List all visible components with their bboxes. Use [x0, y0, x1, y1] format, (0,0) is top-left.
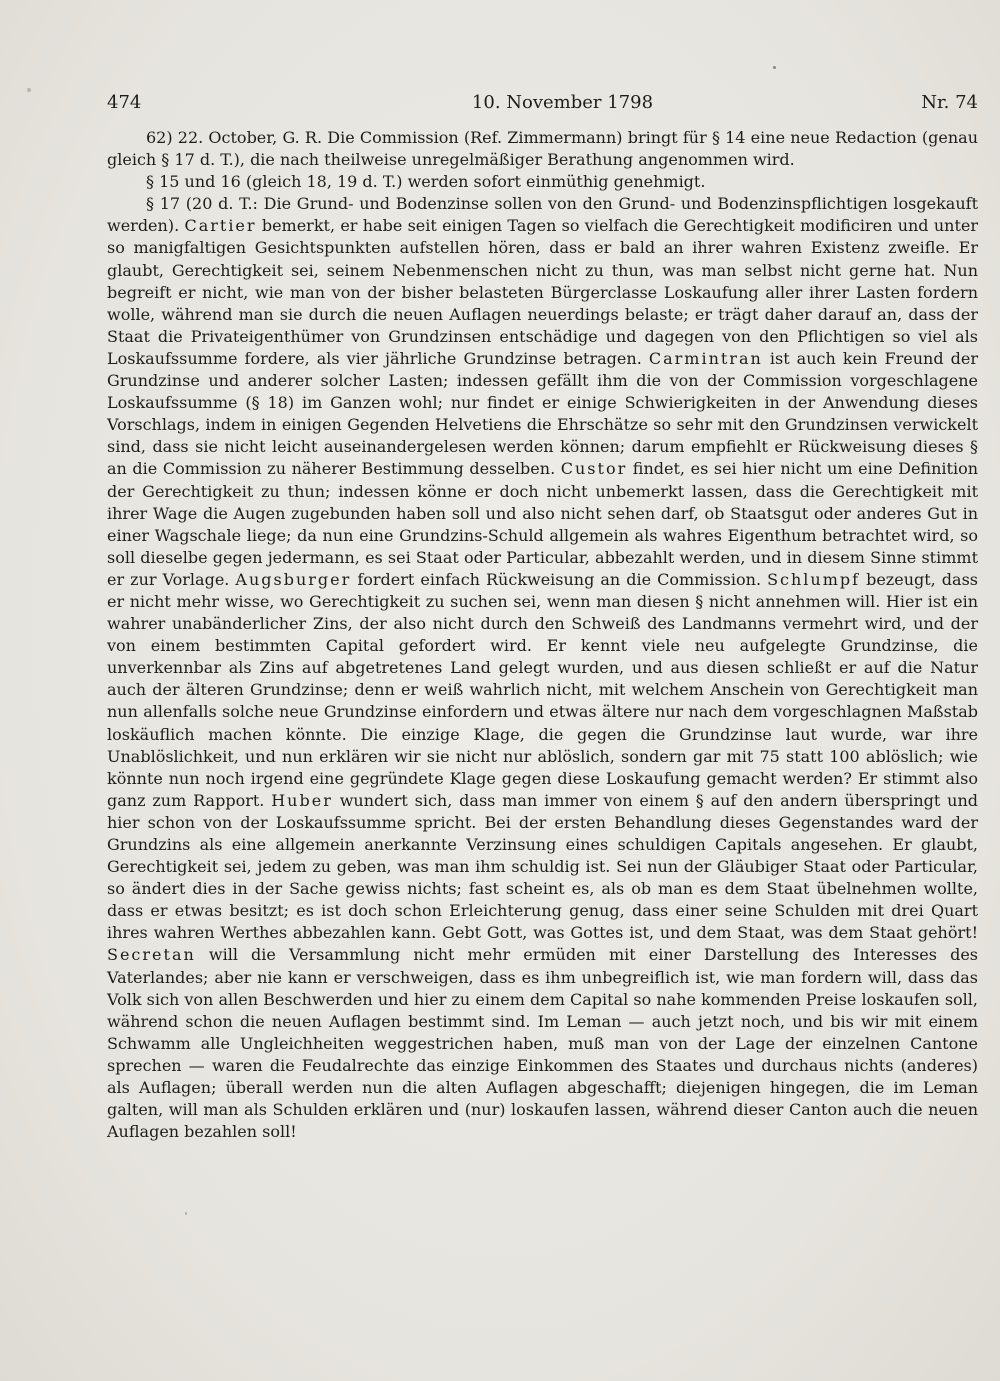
- paper-speck: [27, 88, 31, 92]
- paper-speck: [773, 66, 776, 69]
- running-header: [107, 91, 978, 115]
- speaker-name: Cartier: [184, 216, 257, 236]
- paragraph-text: fordert einfach Rückweisung an die Commission.: [351, 569, 768, 589]
- speaker-name: Augsburger: [235, 569, 352, 589]
- paragraph-text: bezeugt, dass er nicht mehr wisse, wo Gerechtigkeit zu suchen sei, wenn man diesen § nicht annehmen will. Hier ist ein wahrer unabänderlicher Zins, der also nicht durch den Schweiß des Landmanns vermehrt wird, und der von einem bestimmten Capital gefordert wird. Er kennt viele neu aufgelegte Grundzinse, die unverkennbar als Zins auf abgetretenes Land gelegt wurden, und aus diesen schließt er auf die Natur auch der älteren Grundzinse; denn er weiß wahrlich nicht, mit welchem Anschein von Gerechtigkeit man nun allenfalls solche neue Grundzinse einfordern und etwas ältere nur nach dem vorgeschlagnen Maßstab loskäuflich machen könnte. Die einzige Klage, die gegen die Grundzinse laut wurde, war ihre Unablöslichkeit, und nun erklären wir sie nicht nur ablöslich, sondern gar mit 75 statt 100 ablöslich; wie könnte nun noch irgend eine gegründete Klage gegen diese Loskaufung gemacht werden? Er stimmt also ganz zum Rapport.: [107, 569, 979, 810]
- paper-speck: [185, 1212, 187, 1215]
- page-number: 474: [107, 92, 142, 113]
- paragraph-text: § 15 und 16 (gleich 18, 19 d. T.) werden sofort einmüthig genehmigt.: [146, 172, 706, 192]
- paragraph: [107, 193, 978, 1143]
- paragraph-text: bemerkt, er habe seit einigen Tagen so vielfach die Gerechtigkeit modificiren und unter so manigfaltigen Gesichtspunkten aufstellen hören, dass er bald an ihrer wahren Existenz zweifle. Er glaubt, Gerechtigkeit sei, seinem Nebenmenschen nicht zu thun, was man selbst nicht gerne hat. Nun begreift er nicht, wie man von der bisher belasteten Bürgerclasse Loskaufung aller ihrer Lasten fordern wolle, während man sie durch die neuen Auflagen neuerdings belaste; er trägt daher darauf an, dass der Staat die Privateigenthümer von Grundzinsen entschädige und dagegen von den Pflichtigen so viel als Loskaufssumme fordere, als vier jährliche Grundzinse betragen.: [107, 216, 978, 368]
- paragraph-text: findet, es sei hier nicht um eine Definition der Gerechtigkeit zu thun; indessen könne er doch nicht unbemerkt lassen, dass die Gerechtigkeit mit ihrer Wage die Augen zugebunden haben soll und also nicht sehen darf, ob Staatsgut oder anderes Gut in einer Wagschale liege; da nun eine Grundzins-Schuld allgemein als wahres Eigenthum betrachtet wird, so soll dieselbe gegen jedermann, es sei Staat oder Particular, abbezahlt werden, und in diesem Sinne stimmt er zur Vorlage.: [107, 459, 979, 589]
- document-number: Nr. 74: [921, 92, 978, 113]
- body-text: [107, 127, 978, 1143]
- header-date: 10. November 1798: [471, 92, 654, 113]
- paragraph-text: 62) 22. October, G. R. Die Commission (Ref. Zimmermann) bringt für § 14 eine neue Redaction (genau gleich § 17 d. T.), die nach theilweise unregelmäßiger Berathung angenommen wird.: [107, 128, 978, 170]
- paragraph: [107, 127, 978, 171]
- paragraph-text: § 17 (20 d. T.: Die Grund- und Bodenzinse sollen von den Grund- und Bodenzinspflichtigen losgekauft werden).: [107, 194, 978, 236]
- speaker-name: Secretan: [107, 945, 196, 965]
- speaker-name: Schlumpf: [767, 569, 861, 589]
- paragraph: [107, 171, 978, 193]
- paragraph-text: wundert sich, dass man immer von einem § auf den andern überspringt und hier schon von der Loskaufssumme spricht. Bei der ersten Behandlung dieses Gegenstandes ward der Grundzins als eine allgemein anerkannte Verzinsung eines schuldigen Capitals angesehen. Er glaubt, Gerechtigkeit sei, jedem zu geben, was man ihm schuldig ist. Sei nun der Gläubiger Staat oder Particular, so ändert dies in der Sache gewiss nichts; fast scheint es, als ob man es dem Staat übelnehmen wollte, dass er etwas besitzt; es ist doch schon Erleichterung genug, dass einer seine Schulden mit drei Quart ihres wahren Werthes abbezahlen kann. Gebt Gott, was Gottes ist, und dem Staat, was dem Staat gehört!: [107, 790, 978, 943]
- speaker-name: Custor: [560, 459, 628, 479]
- paragraph-text: will die Versammlung nicht mehr ermüden mit einer Darstellung des Interesses des Vaterlandes; aber nie kann er verschweigen, dass es ihm unbegreiflich ist, wie man fordern will, dass das Volk sich von allen Beschwerden und hier zu einem dem Capital so nahe kommenden Preise loskaufen soll, während schon die neuen Auflagen bestimmt sind. Im Leman — auch jetzt noch, und bis wir mit einem Schwamm alle Ungleichheiten weggestrichen haben, muß man von der Lage der einzelnen Cantone sprechen — waren die Feudalrechte das einzige Einkommen des Staates und durchaus nichts (anderes) als Auflagen; überall werden nun die alten Auflagen abgeschafft; diejenigen hingegen, die im Leman galten, will man als Schulden erklären und (nur) loskaufen lassen, während dieser Canton auch die neuen Auflagen bezahlen soll!: [107, 945, 978, 1142]
- paragraph-text: ist auch kein Freund der Grundzinse und anderer solcher Lasten; indessen gefällt ihm die von der Commission vorgeschlagene Loskaufssumme (§ 18) im Ganzen wohl; nur findet er einige Schwierigkeiten in der Anwendung dieses Vorschlags, indem in einigen Gegenden Helvetiens die Ehrschätze so sehr mit den Grundzinsen verwickelt sind, dass sie nicht leicht auseinandergelesen werden können; darum empfiehlt er Rückweisung dieses § an die Commission zu näherer Bestimmung desselben.: [107, 348, 978, 479]
- speaker-name: Huber: [271, 790, 333, 810]
- speaker-name: Carmintran: [648, 348, 763, 368]
